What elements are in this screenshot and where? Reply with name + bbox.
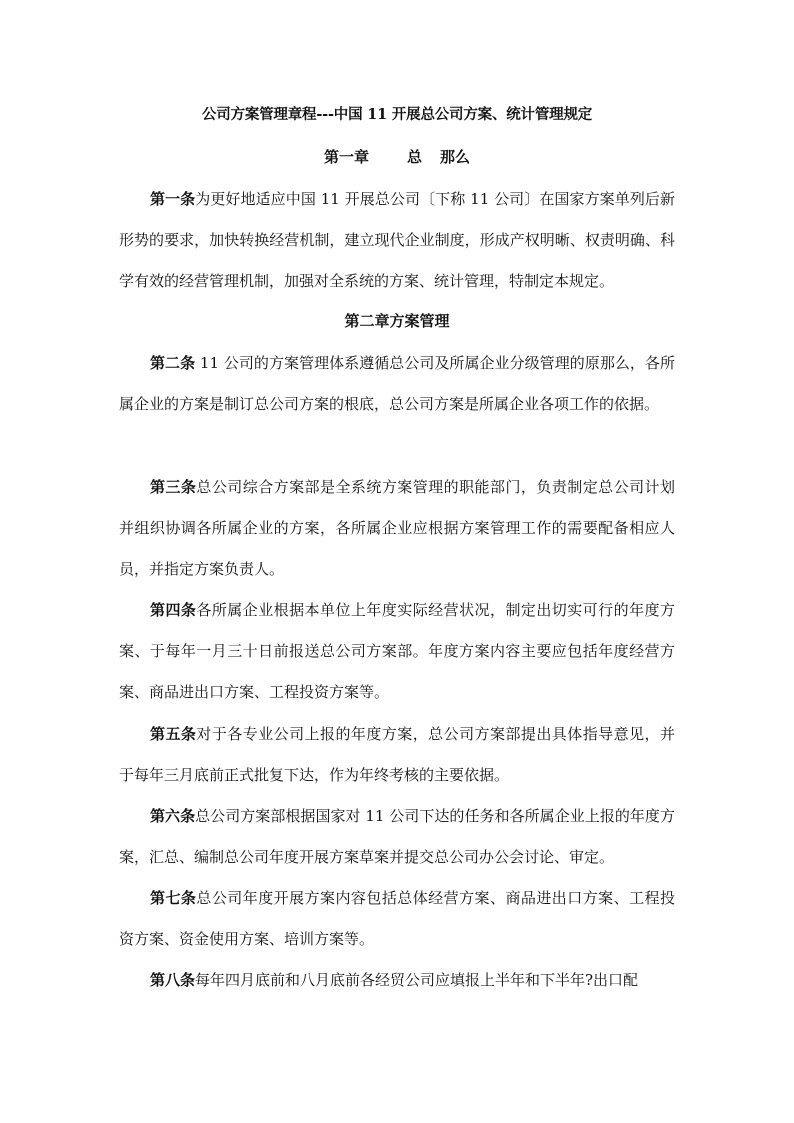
article-label: 第四条 (150, 601, 197, 619)
article-text: 每年四月底前和八月底前各经贸公司应填报上半年和下半年?出口配 (195, 971, 639, 989)
article-3 (119, 467, 675, 590)
chapter-1-word-2: 那么 (440, 148, 471, 166)
article-text: 11 公司的方案管理体系遵循总公司及所属企业分级管理的原那么，各所属企业的方案是制订总公司方案的根底，总公司方案是所属企业各项工作的依据。 (119, 354, 675, 413)
article-text: 对于各专业公司上报的年度方案，总公司方案部提出具体指导意见，并于每年三月底前正式批复下达，作为年终考核的主要依据。 (119, 725, 675, 784)
article-text: 各所属企业根据本单位上年度实际经营状况，制定出切实可行的年度方案、于每年一月三十日前报送总公司方案部。年度方案内容主要应包括年度经营方案、商品进出口方案、工程投资方案等。 (119, 601, 675, 701)
article-text: 为更好地适应中国 11 开展总公司〔下称 11 公司〕在国家方案单列后新形势的要求，加快转换经营机制，建立现代企业制度，形成产权明晰、权责明确、科学有效的经营管理机制，加强对全系统的方案、统计管理，特制定本规定。 (119, 190, 675, 290)
article-text: 总公司综合方案部是全系统方案管理的职能部门，负责制定总公司计划并组织协调各所属企业的方案，各所属企业应根据方案管理工作的需要配备相应人员，并指定方案负责人。 (119, 478, 675, 578)
article-label: 第三条 (150, 478, 197, 496)
article-label: 第六条 (150, 807, 196, 825)
article-8 (119, 960, 675, 1001)
article-label: 第七条 (150, 889, 197, 907)
chapter-2-heading: 第二章方案管理 (344, 312, 450, 330)
article-text: 总公司方案部根据国家对 11 公司下达的任务和各所属企业上报的年度方案，汇总、编制总公司年度开展方案草案并提交总公司办公会讨论、审定。 (119, 807, 675, 866)
article-label: 第五条 (150, 725, 197, 743)
chapter-1-word-1: 总 (406, 148, 422, 166)
article-1 (119, 179, 675, 302)
article-4 (119, 590, 675, 713)
article-label: 第一条 (150, 190, 196, 208)
chapter-1-heading (0, 146, 794, 168)
article-label: 第八条 (150, 971, 196, 989)
article-text: 总公司年度开展方案内容包括总体经营方案、商品进出口方案、工程投资方案、资金使用方案、培训方案等。 (119, 889, 675, 948)
document-title: 公司方案管理章程---中国 11 开展总公司方案、统计管理规定 (201, 106, 593, 123)
article-6 (119, 796, 675, 878)
article-5 (119, 714, 675, 796)
article-7 (119, 878, 675, 960)
chapter-1-label: 第一章 (323, 148, 369, 166)
article-2 (119, 343, 675, 425)
article-label: 第二条 (150, 354, 196, 372)
